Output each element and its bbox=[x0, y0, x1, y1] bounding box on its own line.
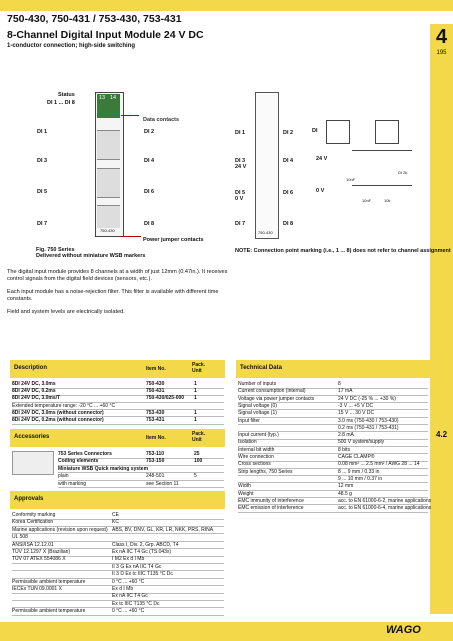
technical-row-value: 0.08 mm² ... 2.5 mm² / AWG 28 ... 14 bbox=[338, 461, 420, 468]
accessories-row-divider bbox=[58, 472, 224, 473]
description-row-item: 753-431 bbox=[146, 417, 165, 423]
terminal-block-1 bbox=[97, 130, 120, 160]
fig2-label-di2: DI 2 bbox=[283, 130, 294, 136]
fig1-label-di6: DI 6 bbox=[144, 189, 155, 195]
fig2-label-di7: DI 7 bbox=[235, 221, 246, 227]
accessories-row-desc: plain bbox=[58, 473, 69, 480]
technical-row-value: 9 ... 10 mm / 0.37 in bbox=[338, 475, 383, 482]
accessories-row-desc: with marking bbox=[58, 480, 87, 487]
technical-row-key: Weight bbox=[238, 490, 254, 497]
terminal-block-2 bbox=[97, 168, 120, 198]
technical-row-value: 8 bits bbox=[338, 446, 350, 453]
technical-row-value: 8 ... 9 mm / 0.33 in bbox=[338, 468, 380, 475]
data-contacts-label: Data contacts bbox=[143, 117, 180, 123]
technical-row-key: Isolation bbox=[238, 439, 257, 446]
schematic-box-2 bbox=[375, 120, 399, 144]
accessories-col-pack: Pack. Unit bbox=[192, 431, 206, 443]
figure-caption-sub: Delivered without miniature WSB markers bbox=[36, 253, 146, 259]
description-row-desc: 8DI 24V DC, 3.0ms (without connector) bbox=[12, 409, 104, 416]
connector-image bbox=[12, 451, 54, 475]
description-title: Description bbox=[14, 365, 48, 371]
description-row-pack: 1 bbox=[194, 417, 197, 423]
technical-row-value: 2.8 mA bbox=[338, 432, 354, 439]
technical-row-key: Strip lengths, 750 Series bbox=[238, 468, 293, 475]
description-col-item: Item No. bbox=[146, 366, 166, 372]
technical-row-value: 15 V ... 30 V DC bbox=[338, 410, 375, 417]
technical-row-value: 24 V DC (-25 % ... +30 %) bbox=[338, 395, 396, 402]
connection-note: NOTE: Connection point marking (i.e., 1 ... 8) does not refer to channel assignment bbox=[235, 248, 451, 254]
approvals-row-value: Ex tc IIIC T135 °C Dc bbox=[112, 600, 160, 607]
technical-row-key: EMC emission of interference bbox=[238, 505, 304, 512]
approvals-row-value: II 3 D Ex tc IIIC T135 °C Dc bbox=[112, 571, 173, 578]
approvals-row-key: TÜV 07 ATEX 554086 X bbox=[12, 556, 66, 563]
schematic-c2-label: 10nF bbox=[362, 198, 372, 203]
technical-row-key: EMC immunity of interference bbox=[238, 497, 304, 504]
technical-row-key: Wire connection bbox=[238, 454, 274, 460]
description-row-pack: 1 bbox=[194, 381, 197, 387]
technical-row-value: 48.5 g bbox=[338, 490, 352, 497]
fig2-label-di8: DI 8 bbox=[283, 221, 294, 227]
technical-row-key: Cross sections bbox=[238, 461, 271, 468]
technical-row-value: -3 V ... +5 V DC bbox=[338, 402, 374, 409]
fig2-label-0v: 0 V bbox=[235, 196, 244, 202]
fig1-label-di1: DI 1 bbox=[37, 129, 48, 135]
page-title: 8-Channel Digital Input Module 24 V DC bbox=[7, 29, 204, 41]
accessories-row-divider bbox=[58, 487, 224, 488]
power-jumper-leader bbox=[121, 236, 141, 237]
description-row-divider bbox=[12, 424, 224, 425]
approvals-row-value: KC bbox=[112, 519, 119, 526]
wago-logo: WAGO bbox=[386, 624, 421, 636]
section-tab: 4.2 bbox=[435, 430, 448, 439]
approvals-row-value: Ex nA IIC T4 Gc (TS:043x) bbox=[112, 549, 172, 555]
schematic-box-1 bbox=[326, 120, 350, 144]
schematic-di-label: DI bbox=[312, 128, 318, 134]
description-row-pack: 1 bbox=[194, 409, 197, 416]
approvals-row-value: I M2 Ex d I Mb bbox=[112, 556, 145, 563]
data-contacts-leader bbox=[121, 115, 139, 116]
accessories-row-item: 753-150 bbox=[146, 458, 165, 465]
accessories-row-item: see Section 11 bbox=[146, 480, 179, 487]
status-range-label: DI 1 ... DI 8 bbox=[47, 100, 75, 106]
technical-row-key: Input current (typ.) bbox=[238, 432, 279, 439]
fig1-label-di5: DI 5 bbox=[37, 189, 48, 195]
accessories-row-pack: 100 bbox=[194, 458, 203, 465]
description-row-desc: 8DI 24V DC, 3.0ms/T bbox=[12, 395, 61, 402]
intro-paragraph-2: Each input module has a noise-rejection filter. This filter is available with different time constants. bbox=[7, 289, 219, 302]
led-label-13: 13 bbox=[99, 95, 106, 101]
description-row-item: 750-430/025-000 bbox=[146, 395, 185, 402]
approvals-row-key: UL 508 bbox=[12, 534, 28, 541]
fig2-label-24v: 24 V bbox=[235, 164, 247, 170]
description-row-item: 750-431 bbox=[146, 388, 165, 395]
schematic-line-1 bbox=[352, 150, 412, 151]
description-row-item: 753-430 bbox=[146, 409, 165, 416]
technical-row-value: 12 mm bbox=[338, 483, 354, 490]
accessories-row-item: 753-110 bbox=[146, 451, 165, 457]
fig1-label-di7: DI 7 bbox=[37, 221, 48, 227]
diagram-module-code: 750-430 bbox=[258, 230, 273, 235]
approvals-title: Approvals bbox=[14, 496, 44, 502]
accessories-row-pack: 25 bbox=[194, 451, 200, 457]
page-number: 195 bbox=[436, 50, 447, 56]
technical-row-value: 500 V system/supply bbox=[338, 439, 385, 446]
fig2-label-di5: DI 5 bbox=[235, 190, 246, 196]
approvals-row-key: Permissible ambient temperature bbox=[12, 578, 86, 585]
accessories-row-pack: 5 bbox=[194, 473, 197, 480]
technical-row-key: Voltage via power jumper contacts bbox=[238, 395, 315, 402]
page-subtitle: 1-conductor connection; high-side switching bbox=[7, 43, 136, 49]
fig2-label-di3: DI 3 bbox=[235, 158, 246, 164]
fig2-label-di1: DI 1 bbox=[235, 130, 246, 136]
description-row-pack: 1 bbox=[194, 395, 197, 402]
approvals-row-key: Marine applications (revision upon request) bbox=[12, 526, 108, 533]
approvals-header bbox=[10, 491, 225, 509]
terminal-block-3 bbox=[97, 205, 120, 228]
technical-row-key: Current consumption (internal) bbox=[238, 388, 306, 395]
approvals-row-key: Conformity marking bbox=[12, 512, 56, 518]
technical-row-value: 17 mA bbox=[338, 388, 353, 395]
intro-paragraph-3: Field and system levels are electrically isolated. bbox=[7, 309, 125, 315]
approvals-row-value: CE bbox=[112, 512, 119, 518]
status-label: Status bbox=[58, 92, 75, 98]
accessories-row-item: 248-501 bbox=[146, 473, 165, 480]
approvals-row-value: 0 °C ... +60 °C bbox=[112, 578, 145, 585]
accessories-row-desc: Miniature WSB Quick marking system bbox=[58, 465, 149, 472]
technical-row-divider bbox=[238, 475, 428, 476]
description-row-desc: Extended temperature range: -20 °C ... +60 °C bbox=[12, 402, 116, 409]
technical-row-value: 8 bbox=[338, 381, 341, 387]
accessories-title: Accessories bbox=[14, 434, 50, 440]
schematic-24v-label: 24 V bbox=[316, 156, 328, 162]
description-row-pack: 1 bbox=[194, 388, 197, 395]
technical-row-value: acc. to EN 61000-6-2, marine applications bbox=[338, 497, 432, 504]
accessories-col-item: Item No. bbox=[146, 435, 166, 441]
technical-header bbox=[236, 360, 430, 378]
schematic-c1-label: 10nF bbox=[346, 177, 356, 182]
technical-row-divider bbox=[238, 482, 428, 483]
schematic-r1-label: DI 2k bbox=[398, 170, 408, 175]
description-header bbox=[10, 360, 225, 378]
technical-row-key: Internal bit width bbox=[238, 446, 275, 453]
chapter-number: 4 bbox=[435, 26, 448, 48]
technical-row-key: Input filter bbox=[238, 417, 260, 424]
technical-row-divider bbox=[238, 512, 428, 513]
technical-row-value: acc. to EN 61000-6-4, marine applications bbox=[338, 505, 432, 512]
technical-row-divider bbox=[238, 490, 428, 491]
accessories-row-desc: 753 Series Connectors bbox=[58, 451, 112, 457]
led-label-14: 14 bbox=[110, 95, 117, 101]
approvals-row-divider bbox=[12, 615, 224, 616]
approvals-row-value: 0 °C ... +60 °C bbox=[112, 608, 145, 615]
schematic-line-2 bbox=[352, 185, 412, 186]
technical-row-divider bbox=[238, 424, 428, 425]
technical-row-key: Signal voltage (0) bbox=[238, 402, 277, 409]
diagram-module bbox=[255, 92, 279, 239]
technical-row-divider bbox=[238, 417, 428, 418]
approvals-row-key: TÜV 12.1297 X (Brazilian) bbox=[12, 549, 71, 555]
fig1-label-di8: DI 8 bbox=[144, 221, 155, 227]
top-accent-bar bbox=[0, 0, 453, 11]
technical-row-value: 0.2 ms (750-431 / 753-431) bbox=[338, 424, 399, 431]
approvals-row-value: Ex d I Mb bbox=[112, 586, 134, 592]
description-row-desc: 8DI 24V DC, 3.0ms bbox=[12, 381, 56, 387]
approvals-row-key: Permissible ambient temperature bbox=[12, 608, 86, 615]
fig1-label-di2: DI 2 bbox=[144, 129, 155, 135]
side-accent-bar bbox=[430, 24, 453, 614]
fig1-label-di4: DI 4 bbox=[144, 158, 155, 164]
power-jumper-label: Power jumper contacts bbox=[143, 237, 204, 243]
product-codes: 750-430, 750-431 / 753-430, 753-431 bbox=[7, 13, 182, 25]
figure-caption: Fig. 750 Series bbox=[36, 247, 75, 253]
module-code-label: 750-430 bbox=[100, 228, 115, 233]
approvals-row-divider bbox=[12, 533, 224, 534]
approvals-row-value: Ex nA IIC T4 Gc bbox=[112, 593, 148, 600]
accessories-row-desc: Coding elements bbox=[58, 458, 99, 465]
technical-row-key: Width bbox=[238, 483, 251, 490]
technical-row-key: Signal voltage (1) bbox=[238, 410, 277, 417]
description-row-desc: 8DI 24V DC, 0.2ms (without connector) bbox=[12, 417, 104, 423]
approvals-row-key: IECEx TUN 09.0001 X bbox=[12, 586, 62, 592]
technical-row-value: CAGE CLAMP® bbox=[338, 454, 375, 460]
technical-row-key: Number of inputs bbox=[238, 381, 277, 387]
schematic-r2-label: 10k bbox=[384, 198, 391, 203]
schematic-0v-label: 0 V bbox=[316, 188, 325, 194]
approvals-row-value: Class I, Div. 2, Grp. ABCD, T4 bbox=[112, 541, 179, 548]
fig1-label-di3: DI 3 bbox=[37, 158, 48, 164]
fig2-label-di4: DI 4 bbox=[283, 158, 294, 164]
description-col-pack: Pack. Unit bbox=[192, 362, 206, 374]
description-row-item: 750-430 bbox=[146, 381, 165, 387]
approvals-row-value: ABS, BV, DNV, GL, KR, LR, NKK, PRS, RINA bbox=[112, 526, 214, 533]
technical-title: Technical Data bbox=[240, 365, 282, 371]
approvals-row-key: ANSI/ISA 12.12.01 bbox=[12, 541, 54, 548]
fig2-label-di6: DI 6 bbox=[283, 190, 294, 196]
approvals-row-value: II 3 G Ex nA IIC T4 Gc bbox=[112, 563, 162, 570]
description-row-desc: 8DI 24V DC, 0.2ms bbox=[12, 388, 56, 395]
technical-row-value: 3.0 ms (750-430 / 753-430) bbox=[338, 417, 399, 424]
accessories-header bbox=[10, 429, 225, 447]
approvals-row-key: Korea Certification bbox=[12, 519, 54, 526]
intro-paragraph-1: The digital input module provides 8 channels at a width of just 12mm (0.47in.). It receives control signals from the digital field devices (sensors, etc.). bbox=[7, 269, 228, 282]
technical-row-divider bbox=[238, 439, 428, 440]
